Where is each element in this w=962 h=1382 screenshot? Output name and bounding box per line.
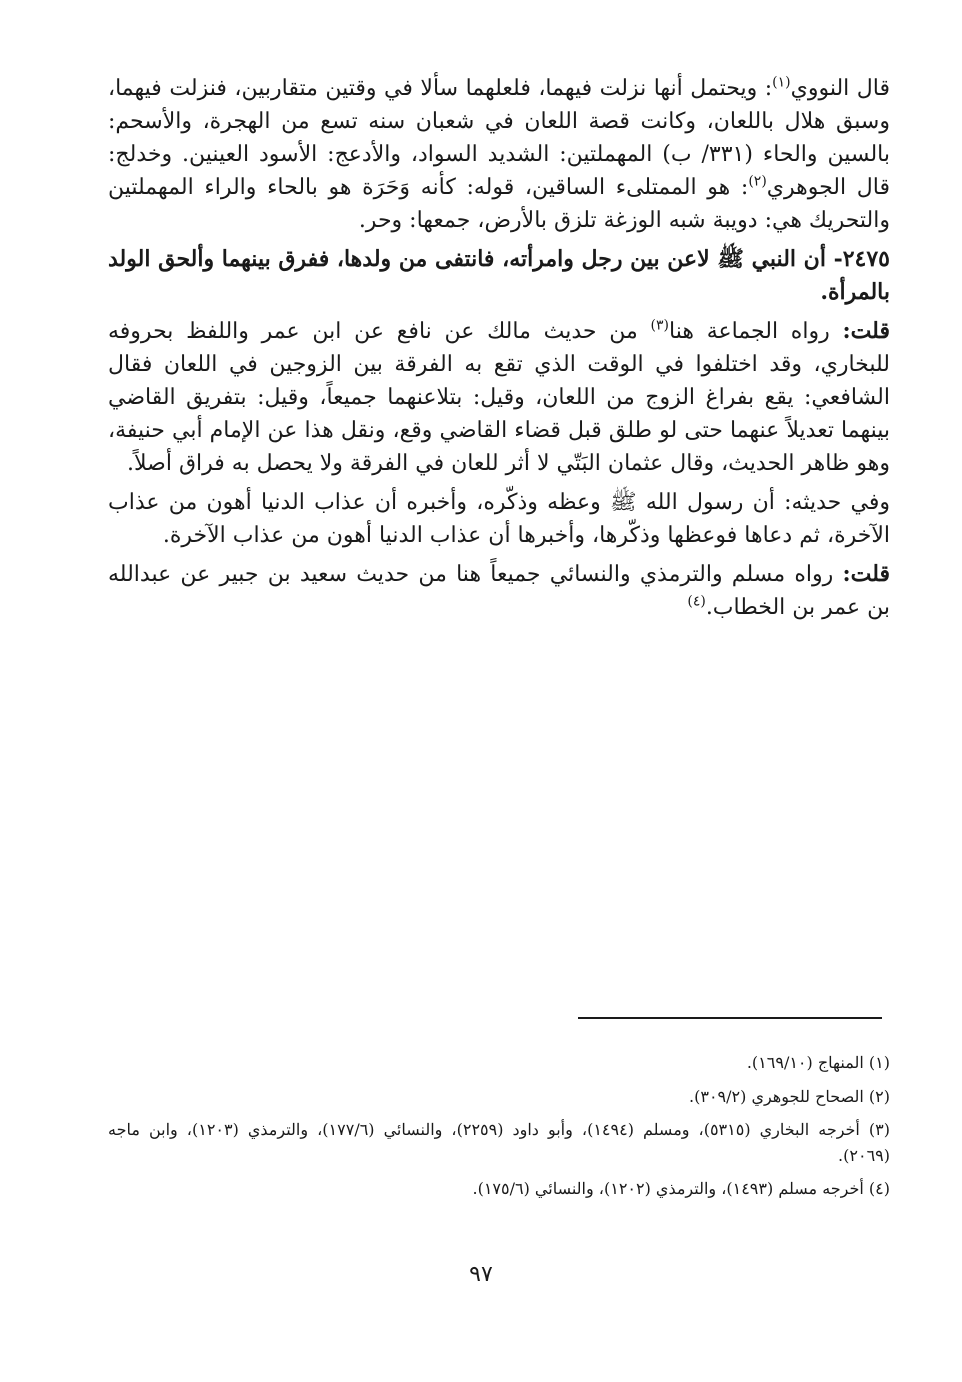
footnote-item: (٤) أخرجه مسلم (١٤٩٣)، والترمذي (١٢٠٢)، والنسائي (١٧٥/٦). xyxy=(472,1179,890,1199)
footnote-ref: (١) xyxy=(772,74,791,91)
paragraph-text: : ويحتمل أنها نزلت فيهما، فلعلهما سألا في وقتين متقاربين، فنزلت فيهما، وسبق هلال باللعان، وكانت قصة اللعان في شعبان سنه تسع من الهجرة، والأسحم: بالسين والحاء (٣٣١/ ب) المهملتين: الشديد السواد، والأدعج: الأسود العينين. وخدلج: قال الجوهري xyxy=(108,76,890,200)
paragraph-commentary xyxy=(108,315,890,480)
footnote-divider xyxy=(578,1017,882,1019)
hadith-heading: ٢٤٧٥- أن النبي ﷺ لاعن بين رجل وامرأته، فانتفى من ولدها، ففرق بينهما وألحق الولد بالمرأة. xyxy=(108,246,890,305)
paragraph-text: : هو الممتلىء الساقين، قوله: كأنه وَحَرَة هو بالحاء والراء المهملتين والتحريك هي: دويبة شبه الوزغة تلزق بالأرض، جمعها: وحر. xyxy=(108,175,890,233)
footnote-item: (٢) الصحاح للجوهري (٣٠٩/٢). xyxy=(689,1086,890,1106)
footnote-ref: (٣) xyxy=(650,317,669,334)
footnote-item: (١) المنهاج (١٦٩/١٠). xyxy=(746,1053,890,1072)
qultu-label: قلت: xyxy=(842,561,890,587)
qultu-label: قلت: xyxy=(842,318,890,344)
paragraph-hadith-text: وفي حديثه: أن رسول الله ﷺ وعظه وذكّره، وأخبره أن عذاب الدنيا أهون من عذاب الآخرة، ثم دعاها فوعظها وذكّرها، وأخبرها أن عذاب الدنيا أهون من عذاب الآخرة. xyxy=(108,490,890,548)
paragraph-text: قال النووي xyxy=(790,76,890,101)
paragraph-commentary-2 xyxy=(108,558,890,624)
paragraph-text: من حديث مالك عن نافع عن ابن عمر واللفظ بحروفه للبخاري، وقد اختلفوا في الوقت الذي تقع به الفرقة بين الزوجين في اللعان فقال الشافعي: يقع بفراغ الزوج من اللعان، وقيل: بتلاعنهما جميعاً، وقيل: بتفريق القاضي بينهما تعديلاً عنهما حتى لو طلق قبل قضاء القاضي وقع، ونقل هذا عن الإمام أبي حنيفة، وهو ظاهر الحديث، وقال عثمان البَتّي لا أثر للعان في الفرقة ولا يحصل به فراق أصلاً. xyxy=(108,319,890,476)
page-number: ٩٧ xyxy=(469,1262,493,1287)
paragraph-nawawi xyxy=(108,72,890,237)
footnotes xyxy=(108,1050,890,1210)
footnote-item: (٣) أخرجه البخاري (٥٣١٥)، ومسلم (١٤٩٤)، وأبو داود (٢٢٥٩)، والنسائي (١٧٧/٦)، والترمذي (١٢٠٣)، وابن ماجه (٢٠٦٩). xyxy=(108,1120,891,1165)
footnote-ref: (٢) xyxy=(748,173,767,190)
main-text xyxy=(108,72,890,630)
paragraph-text: رواه مسلم والترمذي والنسائي جميعاً هنا من حديث سعيد بن جبير عن عبدالله بن عمر بن الخطاب. xyxy=(108,562,890,620)
paragraph-text: رواه الجماعة هنا xyxy=(669,319,830,344)
footnote-ref: (٤) xyxy=(687,593,706,610)
